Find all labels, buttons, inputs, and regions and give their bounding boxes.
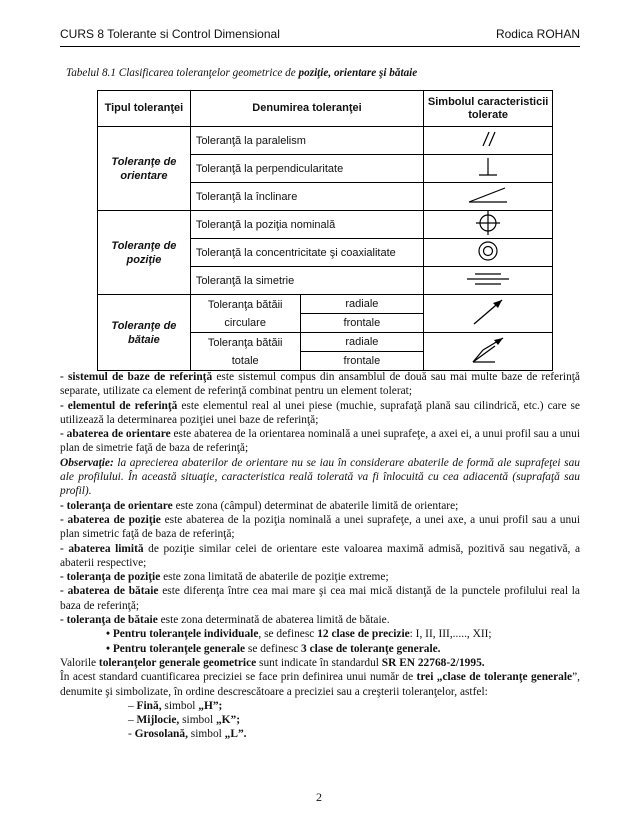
parallel-icon xyxy=(424,127,553,155)
tol-name: Toleranţă la poziţia nominală xyxy=(190,211,423,239)
paragraph: - toleranţa de orientare este zona (câmpul) determinat de abaterile limită de orientare; xyxy=(60,499,459,512)
bullet-item: • Pentru toleranţele generale se definesc 3 clase de toleranţe generale. xyxy=(106,642,441,655)
paragraph: - toleranţa de poziţie este zona limitată de abaterile de poziţie extreme; xyxy=(60,571,389,584)
frontal-label: frontale xyxy=(300,314,424,333)
header-symbol: Simbolul caracteristicii tolerate xyxy=(424,91,553,127)
paragraph: - toleranţa de bătaie este zona determinată de abaterea limită de bătaie. xyxy=(60,614,390,627)
table-row xyxy=(98,295,553,314)
table-header-row xyxy=(98,91,553,127)
table-row xyxy=(98,127,553,155)
radial-label: radiale xyxy=(300,295,424,314)
symmetry-icon xyxy=(424,267,553,295)
paragraph: - abaterea de poziţie este abaterea de la poziţia nominală a unei suprafeţe, a unei axe, a unui profil sau a unui plan simetric faţă de baza de referinţă; xyxy=(60,513,580,541)
tol-name: Toleranţă la perpendicularitate xyxy=(190,155,423,183)
radial-label: radiale xyxy=(300,333,424,352)
paragraph: - abaterea de bătaie este diferenţa între cea mai mare şi cea mai mică distanţă de la punctele profilului real la baza de referinţă; xyxy=(60,585,580,612)
observation: Observaţie: la aprecierea abaterilor de orientare nu se iau în considerare abaterile de formă ale suprafeţei sau ale profilului. În această situaţie, caracteristica reală tolerată va fi înlocuită cu cea adiacentă (suprafaţă sau profil). xyxy=(60,456,580,498)
paragraph: În acest standard cuantificarea preciziei se face prin definirea unui număr de trei „clase de toleranţe generale”, denumite şi simbolizate, în ordine descrescătoare a preciziei sau a creşterii toleranţelor, astfel: xyxy=(60,671,580,698)
table-caption xyxy=(66,67,417,79)
position-icon xyxy=(424,211,553,239)
paragraph: - sistemul de baze de referinţă este sistemul compus din ansamblul de două sau mai multe baze de referinţă separate, utilizate ca element de referinţă combinat pentru un element tolerat; xyxy=(60,371,580,398)
bullet-item: • Pentru toleranţele individuale, se definesc 12 clase de precizie: I, II, III,....., XII; xyxy=(106,628,492,641)
tol-name: Toleranţă la înclinare xyxy=(190,183,423,211)
tol-name: Toleranţă la simetrie xyxy=(190,267,423,295)
dash-item: – Mijlocie, simbol „K”; xyxy=(128,714,241,727)
circular-runout-icon xyxy=(424,295,553,333)
paragraph: Valorile toleranţelor generale geometrice sunt indicate în standardul SR EN 22768-2/1995. xyxy=(60,656,485,669)
tol-name: Toleranţă la paralelism xyxy=(190,127,423,155)
tolerance-table xyxy=(97,90,553,371)
dash-item: - Grosolană, simbol „L”. xyxy=(128,728,247,741)
author-name: Rodica ROHAN xyxy=(495,27,580,41)
course-title: CURS 8 Tolerante si Control Dimensional xyxy=(60,27,280,41)
frontal-label: frontale xyxy=(300,352,424,371)
header-name: Denumirea toleranţei xyxy=(190,91,423,127)
header-type: Tipul toleranţei xyxy=(98,91,191,127)
table-row xyxy=(98,211,553,239)
dash-item: – Fină, simbol „H”; xyxy=(128,699,223,712)
paragraph: - abaterea de orientare este abaterea de la orientarea nominală a unei suprafeţe, a axei ei, a unui profil sau a unui plan de simetrie faţă de baza de referinţă; xyxy=(60,428,580,455)
type-orientare: Toleranţe de orientare xyxy=(98,127,191,211)
paragraph: - abaterea limită de poziţie similar celei de orientare este valoarea maximă admisă, pozitivă sau negativă, a abaterii respective; xyxy=(60,542,581,569)
angularity-icon xyxy=(424,183,553,211)
concentricity-icon xyxy=(424,239,553,267)
paragraph: - elementul de referinţă este elementul real al unei piese (muchie, suprafaţă plană sau cilindrică, etc.) care se utilizează la determinarea poziţiei unei baze de referinţă; xyxy=(60,399,580,426)
total-runout-icon xyxy=(424,333,553,371)
type-pozitie: Toleranţe de poziţie xyxy=(98,211,191,295)
tol-name: Toleranţă la concentricitate şi coaxialitate xyxy=(190,239,423,267)
body-text xyxy=(60,370,580,742)
header-divider xyxy=(60,46,580,47)
caption-bold: poziţie, orientare şi bătaie xyxy=(298,67,418,79)
page-header xyxy=(60,27,580,45)
type-bataie: Toleranţe de bătaie xyxy=(98,295,191,371)
circular-runout-name: Toleranţa bătăii circulare xyxy=(190,295,300,333)
perpendicular-icon xyxy=(424,155,553,183)
caption-prefix: Tabelul 8.1 Clasificarea toleranţelor geometrice de xyxy=(66,67,299,79)
total-runout-name: Toleranţa bătăii totale xyxy=(190,333,300,371)
page-number: 2 xyxy=(316,790,322,804)
